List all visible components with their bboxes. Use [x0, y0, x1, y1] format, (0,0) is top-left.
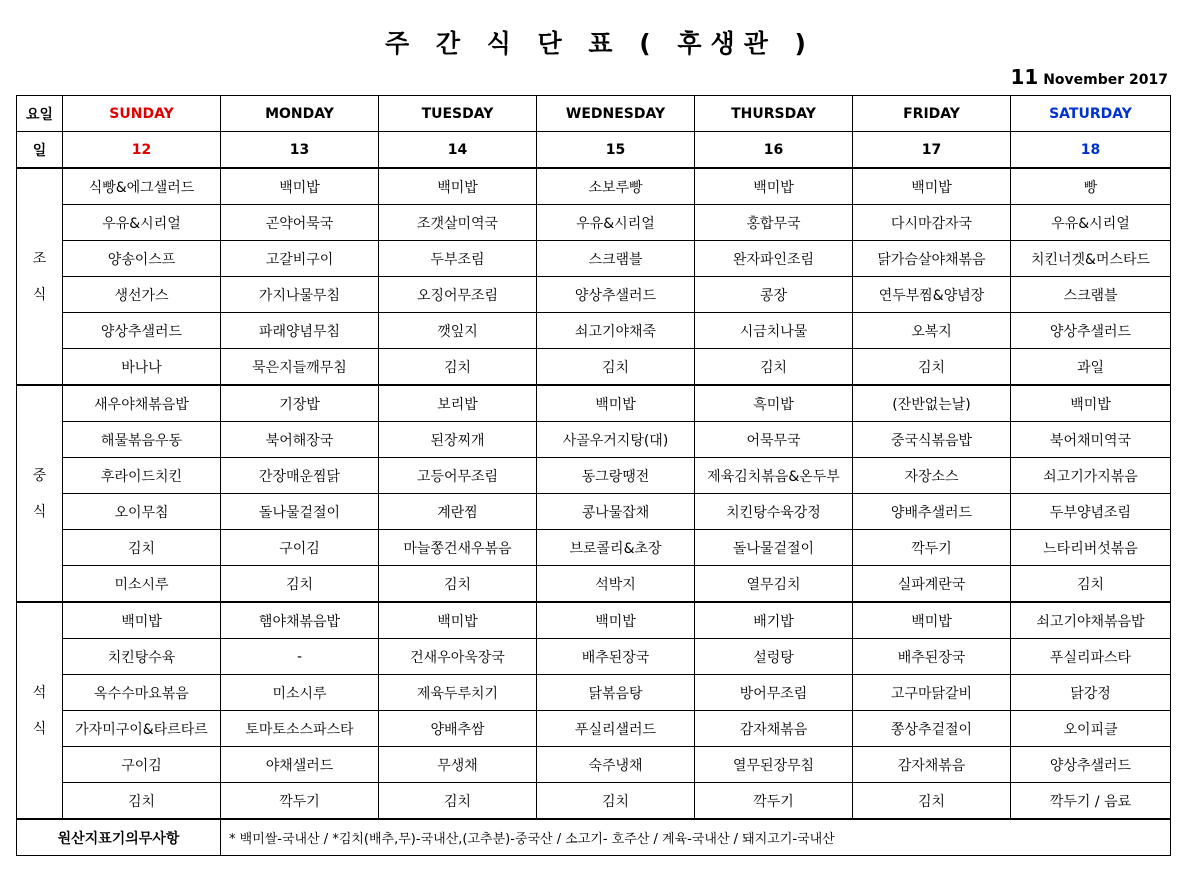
menu-item: 고등어무조림 — [379, 458, 537, 494]
menu-item: 다시마감자국 — [853, 205, 1011, 241]
menu-item: 열무된장무침 — [695, 747, 853, 783]
meal-label-dinner — [17, 602, 63, 819]
date-saturday: 18 — [1011, 132, 1171, 169]
meal-label-lunch — [17, 385, 63, 602]
menu-item: 가지나물무침 — [221, 277, 379, 313]
menu-item: 생선가스 — [63, 277, 221, 313]
menu-date — [1010, 65, 1168, 89]
menu-item: 묵은지들깨무침 — [221, 349, 379, 386]
menu-item: 빵 — [1011, 168, 1171, 205]
menu-item: 치킨탕수육 — [63, 639, 221, 675]
menu-item: 열무김치 — [695, 566, 853, 603]
menu-item: 실파계란국 — [853, 566, 1011, 603]
menu-item: 닭강정 — [1011, 675, 1171, 711]
menu-item: 후라이드치킨 — [63, 458, 221, 494]
menu-item: 마늘쫑건새우볶음 — [379, 530, 537, 566]
menu-item: 깍두기 / 음료 — [1011, 783, 1171, 820]
menu-item: 제육김치볶음&온두부 — [695, 458, 853, 494]
menu-item: 배기밥 — [695, 602, 853, 639]
menu-item: 깍두기 — [221, 783, 379, 820]
menu-item: 우유&시리얼 — [537, 205, 695, 241]
menu-item: 파래양념무침 — [221, 313, 379, 349]
menu-row-dinner — [17, 747, 1171, 783]
menu-item: 설렁탕 — [695, 639, 853, 675]
date-label: 일 — [17, 132, 63, 169]
menu-item: 닭볶음탕 — [537, 675, 695, 711]
menu-item: 브로콜리&초장 — [537, 530, 695, 566]
menu-item: 백미밥 — [379, 602, 537, 639]
menu-item: 김치 — [63, 783, 221, 820]
menu-item: 양배추쌈 — [379, 711, 537, 747]
date-thursday: 16 — [695, 132, 853, 169]
origin-row — [17, 819, 1171, 856]
menu-item: 북어해장국 — [221, 422, 379, 458]
menu-item: - — [221, 639, 379, 675]
menu-item: 동그랑땡전 — [537, 458, 695, 494]
menu-row-dinner — [17, 711, 1171, 747]
menu-item: 두부조림 — [379, 241, 537, 277]
menu-row-breakfast — [17, 349, 1171, 386]
menu-item: 스크램블 — [537, 241, 695, 277]
menu-item: 오이무침 — [63, 494, 221, 530]
menu-item: 토마토소스파스타 — [221, 711, 379, 747]
weekly-menu-table — [16, 95, 1171, 856]
menu-item: 배추된장국 — [537, 639, 695, 675]
menu-item: 깻잎지 — [379, 313, 537, 349]
menu-row-breakfast — [17, 313, 1171, 349]
menu-item: 바나나 — [63, 349, 221, 386]
menu-item: 흑미밥 — [695, 385, 853, 422]
menu-item: 해물볶음우동 — [63, 422, 221, 458]
weekday-row — [17, 96, 1171, 132]
menu-item: 쇠고기야채볶음밥 — [1011, 602, 1171, 639]
menu-item: 양송이스프 — [63, 241, 221, 277]
weekday-label: 요일 — [17, 96, 63, 132]
weekday-tuesday: TUESDAY — [379, 96, 537, 132]
menu-item: 구이김 — [221, 530, 379, 566]
menu-item: 김치 — [537, 349, 695, 386]
menu-row-breakfast — [17, 205, 1171, 241]
menu-item: 기장밥 — [221, 385, 379, 422]
menu-item: 쫑상추겉절이 — [853, 711, 1011, 747]
date-sunday: 12 — [63, 132, 221, 169]
menu-item: 깍두기 — [853, 530, 1011, 566]
menu-item: 미소시루 — [63, 566, 221, 603]
menu-item: 김치 — [537, 783, 695, 820]
menu-item: 오복지 — [853, 313, 1011, 349]
menu-row-lunch — [17, 385, 1171, 422]
menu-item: 사골우거지탕(대) — [537, 422, 695, 458]
menu-item: 백미밥 — [695, 168, 853, 205]
menu-item: 양상추샐러드 — [1011, 313, 1171, 349]
menu-item: 김치 — [63, 530, 221, 566]
menu-row-dinner — [17, 675, 1171, 711]
menu-item: 무생채 — [379, 747, 537, 783]
menu-item: 시금치나물 — [695, 313, 853, 349]
origin-label: 원산지표기의무사항 — [17, 819, 221, 856]
menu-item: 양상추샐러드 — [1011, 747, 1171, 783]
menu-item: 방어무조림 — [695, 675, 853, 711]
menu-item: 식빵&에그샐러드 — [63, 168, 221, 205]
menu-item: 백미밥 — [221, 168, 379, 205]
menu-item: 북어채미역국 — [1011, 422, 1171, 458]
menu-item: 백미밥 — [63, 602, 221, 639]
menu-item: 석박지 — [537, 566, 695, 603]
menu-item: 계란찜 — [379, 494, 537, 530]
menu-item: 치킨탕수육강정 — [695, 494, 853, 530]
menu-item: 김치 — [853, 349, 1011, 386]
menu-item: 닭가슴살야채볶음 — [853, 241, 1011, 277]
menu-item: 돌나물겉절이 — [221, 494, 379, 530]
menu-item: 고구마닭갈비 — [853, 675, 1011, 711]
menu-item: 옥수수마요볶음 — [63, 675, 221, 711]
menu-item: 곤약어묵국 — [221, 205, 379, 241]
menu-row-dinner — [17, 783, 1171, 820]
menu-item: 건새우아욱장국 — [379, 639, 537, 675]
menu-item: 김치 — [853, 783, 1011, 820]
weekday-wednesday: WEDNESDAY — [537, 96, 695, 132]
menu-item: 오징어무조림 — [379, 277, 537, 313]
menu-item: 돌나물겉절이 — [695, 530, 853, 566]
menu-item: 숙주냉채 — [537, 747, 695, 783]
menu-row-breakfast — [17, 168, 1171, 205]
menu-item: 우유&시리얼 — [63, 205, 221, 241]
menu-item: 배추된장국 — [853, 639, 1011, 675]
menu-item: 김치 — [379, 349, 537, 386]
date-day: 11 — [1010, 65, 1039, 89]
menu-item: 가자미구이&타르타르 — [63, 711, 221, 747]
menu-item: 자장소스 — [853, 458, 1011, 494]
menu-item: 백미밥 — [853, 602, 1011, 639]
page-title: 주 간 식 단 표 ( 후생관 ) — [385, 29, 815, 58]
menu-item: 김치 — [1011, 566, 1171, 603]
menu-item: 푸실리샐러드 — [537, 711, 695, 747]
menu-row-dinner — [17, 602, 1171, 639]
menu-item: 제육두루치기 — [379, 675, 537, 711]
date-monday: 13 — [221, 132, 379, 169]
menu-item: 햄야채볶음밥 — [221, 602, 379, 639]
menu-item: 김치 — [221, 566, 379, 603]
menu-item: 백미밥 — [853, 168, 1011, 205]
menu-item: 과일 — [1011, 349, 1171, 386]
menu-item: 깍두기 — [695, 783, 853, 820]
weekday-monday: MONDAY — [221, 96, 379, 132]
menu-item: 홍합무국 — [695, 205, 853, 241]
menu-item: 치킨너겟&머스타드 — [1011, 241, 1171, 277]
menu-item: 연두부찜&양념장 — [853, 277, 1011, 313]
menu-item: 백미밥 — [537, 602, 695, 639]
menu-item: 두부양념조림 — [1011, 494, 1171, 530]
meal-label-char: 식 — [32, 286, 47, 303]
menu-item: 감자채볶음 — [853, 747, 1011, 783]
menu-item: 새우야채볶음밥 — [63, 385, 221, 422]
menu-item: 백미밥 — [379, 168, 537, 205]
weekday-thursday: THURSDAY — [695, 96, 853, 132]
menu-row-lunch — [17, 422, 1171, 458]
menu-item: (잔반없는날) — [853, 385, 1011, 422]
date-tuesday: 14 — [379, 132, 537, 169]
menu-item: 김치 — [379, 566, 537, 603]
menu-item: 된장찌개 — [379, 422, 537, 458]
menu-item: 콩장 — [695, 277, 853, 313]
date-row — [17, 132, 1171, 169]
menu-row-lunch — [17, 494, 1171, 530]
menu-item: 양상추샐러드 — [63, 313, 221, 349]
menu-row-lunch — [17, 530, 1171, 566]
menu-item: 야채샐러드 — [221, 747, 379, 783]
meal-label-char: 식 — [32, 503, 47, 520]
menu-row-breakfast — [17, 241, 1171, 277]
menu-item: 중국식볶음밥 — [853, 422, 1011, 458]
date-month-year: November 2017 — [1043, 72, 1168, 88]
menu-item: 푸실리파스타 — [1011, 639, 1171, 675]
menu-item: 우유&시리얼 — [1011, 205, 1171, 241]
meal-label-char: 조 — [32, 250, 47, 267]
menu-item: 김치 — [379, 783, 537, 820]
menu-item: 조갯살미역국 — [379, 205, 537, 241]
menu-item: 소보루빵 — [537, 168, 695, 205]
weekday-sunday: SUNDAY — [63, 96, 221, 132]
weekday-saturday: SATURDAY — [1011, 96, 1171, 132]
menu-item: 느타리버섯볶음 — [1011, 530, 1171, 566]
date-friday: 17 — [853, 132, 1011, 169]
meal-label-char: 식 — [32, 720, 47, 737]
menu-item: 양배추샐러드 — [853, 494, 1011, 530]
meal-label-char: 석 — [32, 684, 47, 701]
meal-label-breakfast — [17, 168, 63, 385]
weekday-friday: FRIDAY — [853, 96, 1011, 132]
menu-item: 완자파인조림 — [695, 241, 853, 277]
menu-item: 간장매운찜닭 — [221, 458, 379, 494]
menu-item: 오이피클 — [1011, 711, 1171, 747]
menu-item: 보리밥 — [379, 385, 537, 422]
menu-item: 쇠고기가지볶음 — [1011, 458, 1171, 494]
menu-item: 고갈비구이 — [221, 241, 379, 277]
menu-item: 쇠고기야채죽 — [537, 313, 695, 349]
menu-item: 백미밥 — [537, 385, 695, 422]
menu-item: 구이김 — [63, 747, 221, 783]
meal-label-char: 중 — [32, 467, 47, 484]
menu-row-lunch — [17, 566, 1171, 603]
menu-item: 양상추샐러드 — [537, 277, 695, 313]
menu-item: 김치 — [695, 349, 853, 386]
menu-row-dinner — [17, 639, 1171, 675]
menu-row-lunch — [17, 458, 1171, 494]
date-wednesday: 15 — [537, 132, 695, 169]
menu-item: 스크램블 — [1011, 277, 1171, 313]
menu-item: 백미밥 — [1011, 385, 1171, 422]
menu-item: 미소시루 — [221, 675, 379, 711]
menu-row-breakfast — [17, 277, 1171, 313]
origin-text: * 백미쌀-국내산 / *김치(배추,무)-국내산,(고추분)-중국산 / 소고기- 호주산 / 계육-국내산 / 돼지고기-국내산 — [221, 819, 1171, 856]
menu-item: 콩나물잡채 — [537, 494, 695, 530]
menu-item: 감자채볶음 — [695, 711, 853, 747]
menu-item: 어묵무국 — [695, 422, 853, 458]
